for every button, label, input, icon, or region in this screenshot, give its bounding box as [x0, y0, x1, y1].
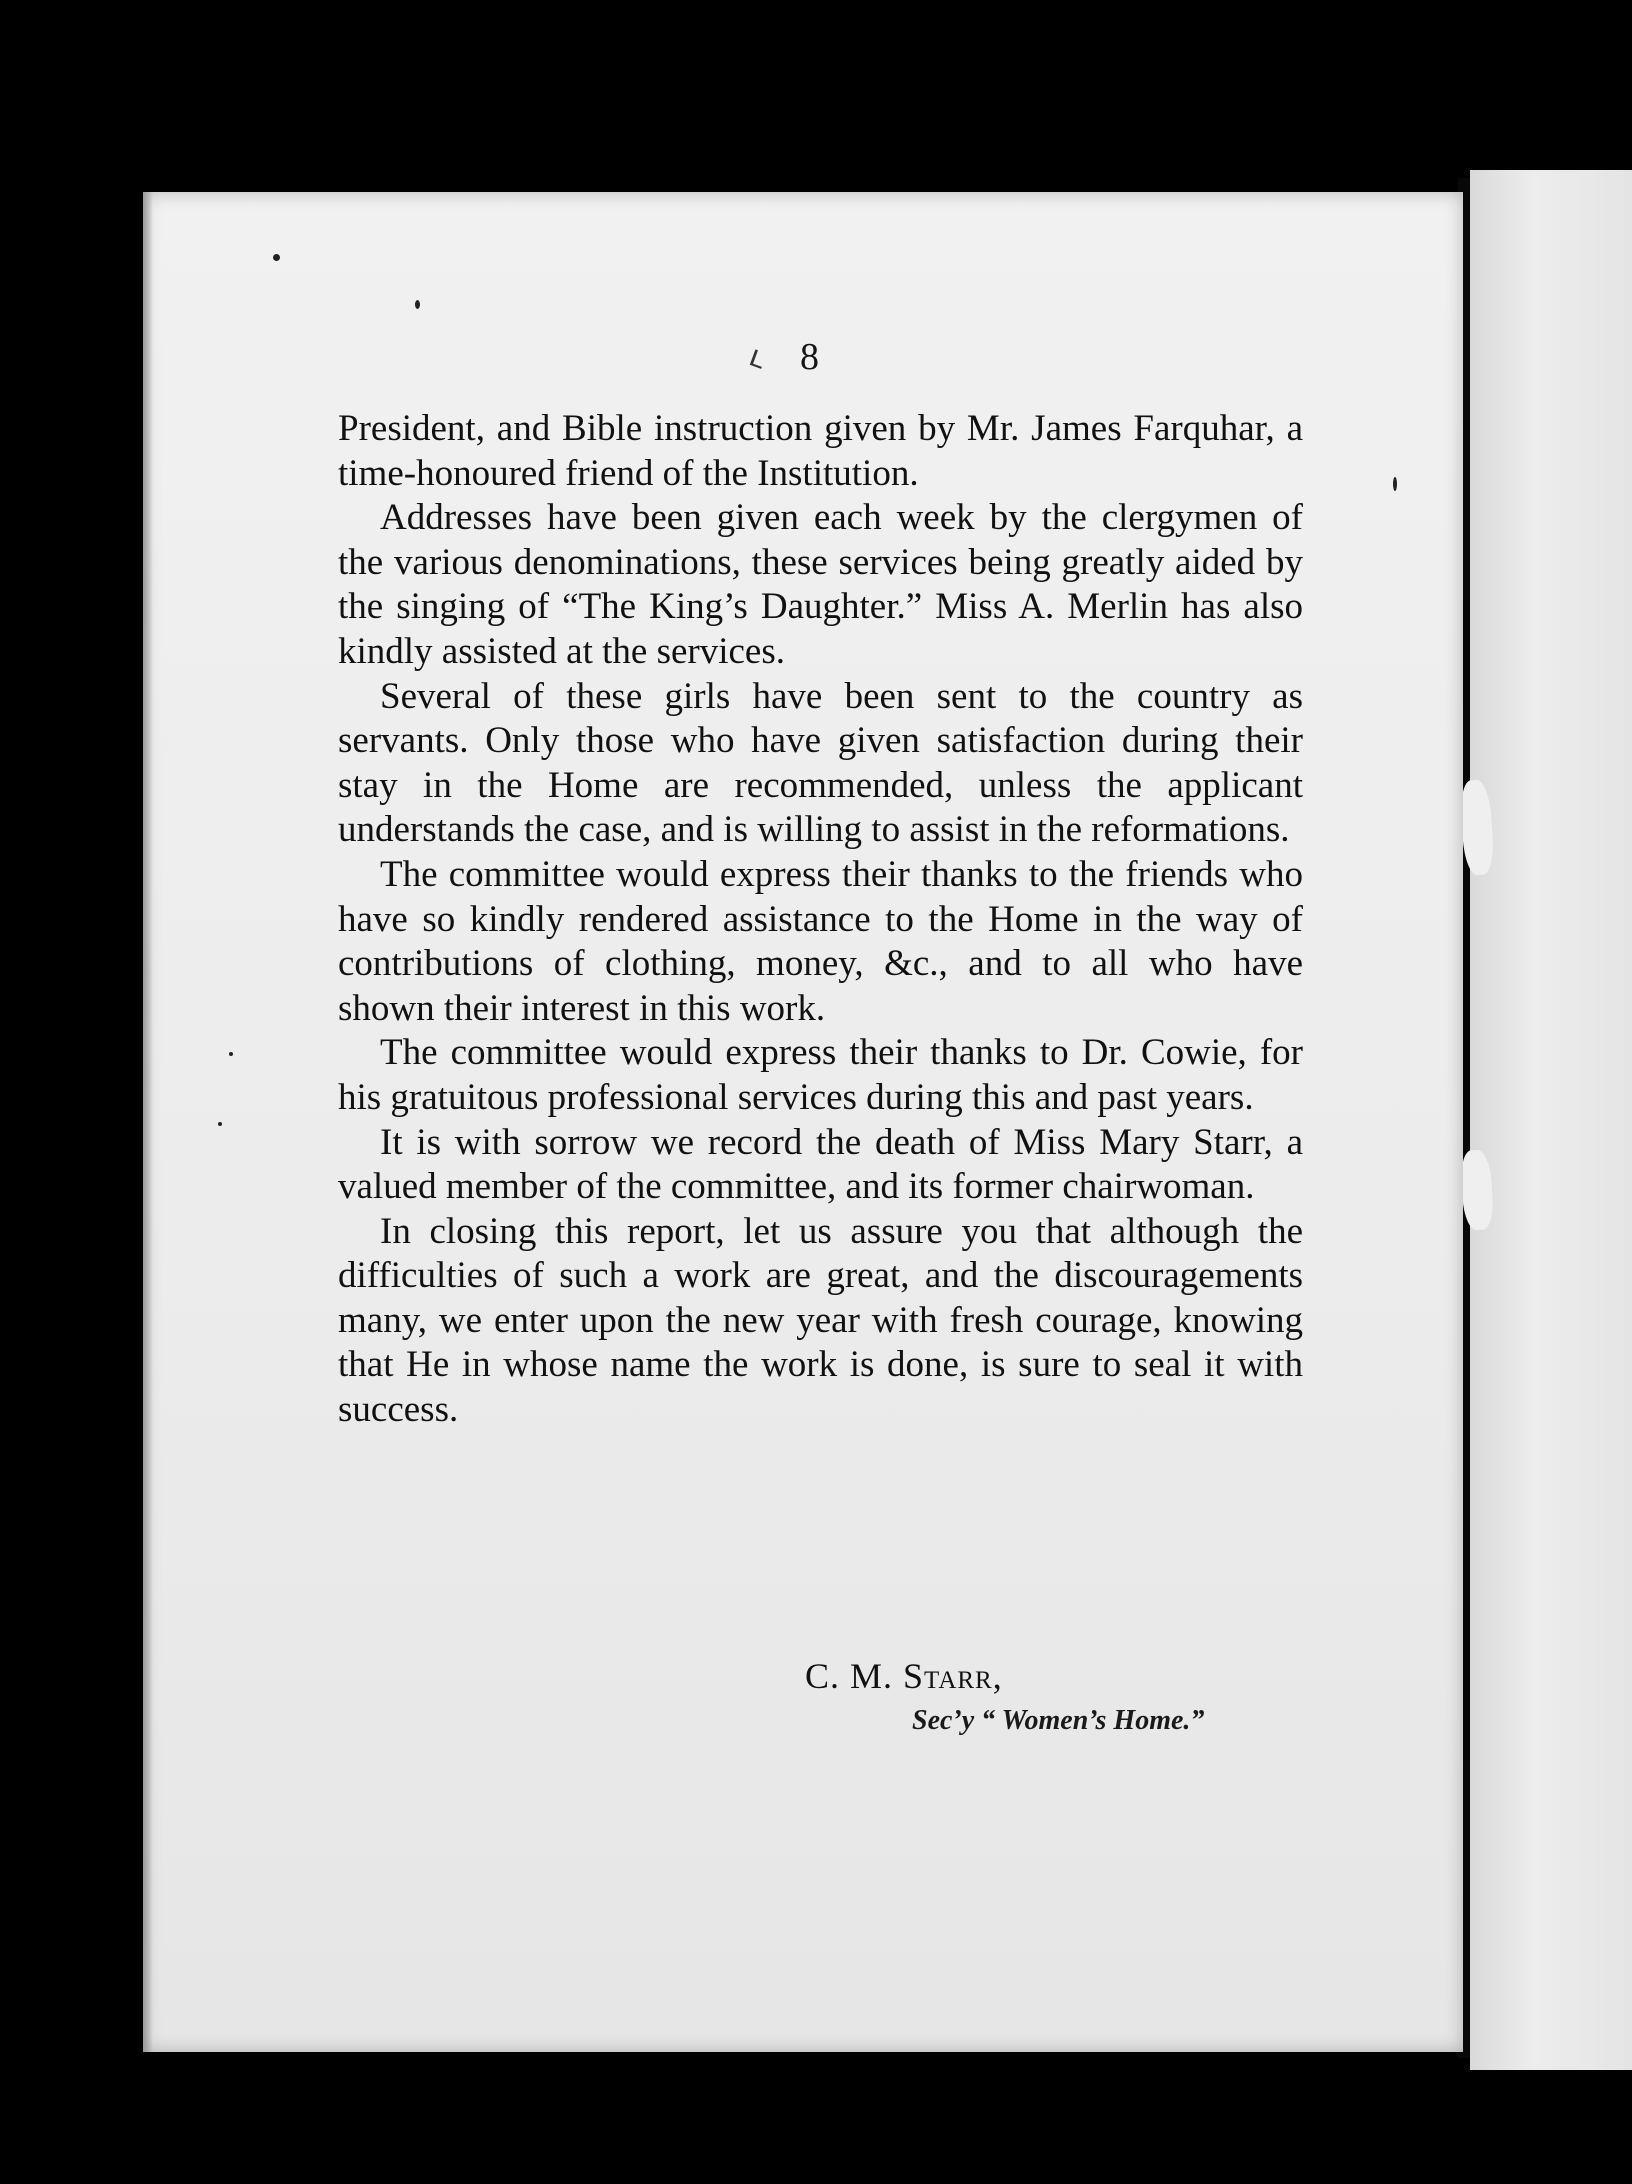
facing-page-edge [1470, 170, 1632, 2070]
paragraph: In closing this report, let us assure you that although the difficulties of such a work are great, and the discouragements many, we enter upon the new year with fresh courage, knowing that He in whose name the work is done, is sure to seal it with success. [338, 1210, 1303, 1431]
ink-speck [415, 300, 420, 309]
signature-title: Sec’y “ Women’s Home.” [912, 1705, 1205, 1736]
ink-speck [218, 1122, 222, 1126]
ink-speck [229, 1052, 233, 1056]
paragraph: The committee would express their thanks to Dr. Cowie, for his gratuitous professional services during this and past years. [338, 1032, 1303, 1118]
pencil-mark: ʟ [744, 338, 771, 377]
ink-speck [1393, 477, 1397, 491]
page-number: 8 [800, 336, 819, 378]
paragraph: The committee would express their thanks to the friends who have so kindly rendered assistance to the Home in the way of contributions of clothing, money, &c., and to all who have shown their interest in this work. [338, 853, 1303, 1029]
signature [805, 1655, 1003, 1697]
paragraph: President, and Bible instruction given by Mr. James Farquhar, a time-honoured friend of the Institution. [338, 408, 1303, 494]
paragraph: It is with sorrow we record the death of Miss Mary Starr, a valued member of the committee, and its former chairwoman. [338, 1121, 1303, 1208]
signature-initials: C. M. [805, 1656, 894, 1696]
paragraph: Several of these girls have been sent to the country as servants. Only those who have given satisfaction during their stay in the Home are recommended, unless the applicant understands the case, and is willing to assist in the reformations. [338, 675, 1303, 851]
ink-speck [273, 254, 280, 261]
body-text [338, 407, 1303, 1433]
paragraph: Addresses have been given each week by the clergymen of the various denominations, these services being greatly aided by the singing of “The King’s Daughter.” Miss A. Merlin has also kindly assisted at the services. [338, 497, 1303, 672]
signature-surname: Starr, [903, 1656, 1003, 1696]
